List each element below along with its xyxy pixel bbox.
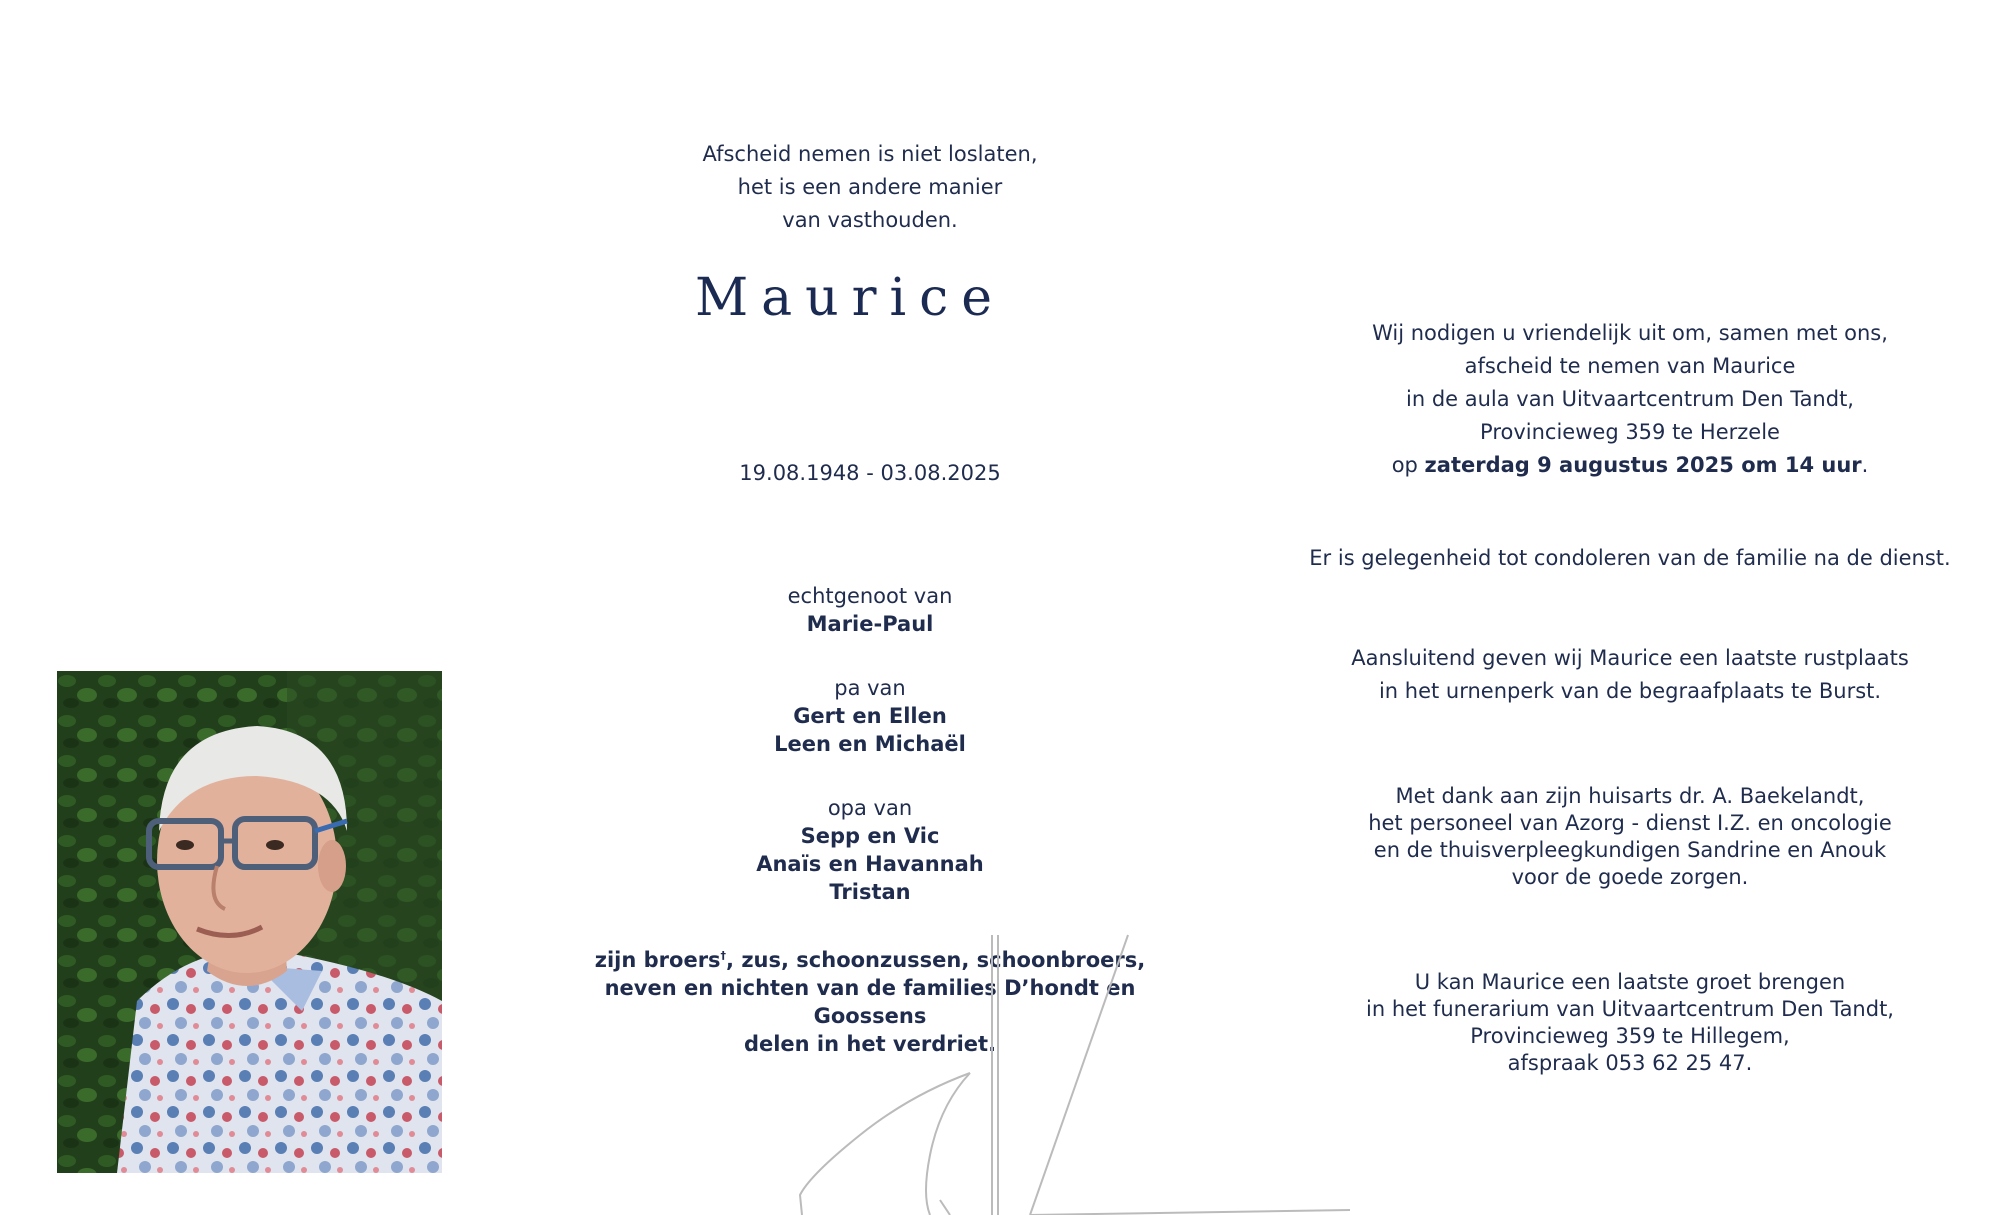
child-name: Gert en Ellen (793, 704, 947, 728)
quote-line: van vasthouden. (782, 208, 958, 232)
children-group (560, 674, 1180, 758)
children-label: pa van (834, 676, 906, 700)
condolence-note: Er is gelegenheid tot condoleren van de familie na de dienst. (1309, 546, 1951, 570)
burial-line: Aansluitend geven wij Maurice een laatste rustplaats (1351, 646, 1909, 670)
spouse-name: Marie-Paul (806, 612, 934, 636)
invite-text: op (1391, 453, 1425, 477)
spouse-label: echtgenoot van (787, 584, 953, 608)
invite-line: Wij nodigen u vriendelijk uit om, samen met ons, (1372, 321, 1888, 345)
deceased-name: Maurice (694, 268, 1006, 328)
thanks-line: het personeel van Azorg - dienst I.Z. en oncologie (1368, 811, 1892, 835)
invite-text: . (1861, 453, 1869, 477)
grandchildren-group (560, 794, 1180, 906)
burial-note (1290, 642, 1970, 708)
visit-line: U kan Maurice een laatste groet brengen (1414, 970, 1846, 994)
invite-line: in de aula van Uitvaartcentrum Den Tandt, (1406, 387, 1854, 411)
quote (620, 138, 1120, 237)
visit-line: Provincieweg 359 te Hillegem, (1470, 1024, 1790, 1048)
curve-stroke (926, 1073, 970, 1215)
grandchild-name: Sepp en Vic (800, 824, 940, 848)
grandchild-name: Tristan (829, 880, 911, 904)
portrait-illustration (57, 671, 442, 1173)
siblings-line: neven en nichten van de families D’hondt en Goossens (604, 976, 1136, 1028)
thanks-line: voor de goede zorgen. (1511, 865, 1749, 889)
spouse-group (560, 582, 1180, 638)
deceased-mark: † (720, 949, 727, 962)
ceremony-datetime: zaterdag 9 augustus 2025 om 14 uur (1424, 453, 1862, 477)
child-name: Leen en Michaël (774, 732, 966, 756)
grandchild-name: Anaïs en Havannah (756, 852, 984, 876)
diagonal-stroke (1030, 935, 1128, 1215)
decorative-line-art (790, 925, 1350, 1215)
siblings-line: delen in het verdriet. (743, 1032, 997, 1056)
invite-line: Provincieweg 359 te Herzele (1480, 420, 1780, 444)
thanks-note (1290, 783, 1970, 891)
burial-line: in het urnenperk van de begraafplaats te Burst. (1378, 679, 1882, 703)
life-dates: 19.08.1948 - 03.08.2025 (739, 461, 1001, 485)
ceremony-invitation (1290, 317, 1970, 482)
visit-line: in het funerarium van Uitvaartcentrum Den Tandt, (1366, 997, 1894, 1021)
quote-line: het is een andere manier (737, 175, 1003, 199)
thanks-line: en de thuisverpleegkundigen Sandrine en Anouk (1373, 838, 1887, 862)
portrait-photo (57, 671, 442, 1173)
visitation-note (1290, 969, 1970, 1077)
curve-stroke (800, 1073, 970, 1215)
invite-line (1290, 449, 1970, 482)
thanks-line: Met dank aan zijn huisarts dr. A. Baekelandt, (1395, 784, 1865, 808)
quote-line: Afscheid nemen is niet loslaten, (702, 142, 1038, 166)
siblings-text: , zus, schoonzussen, schoonbroers, (726, 948, 1146, 972)
invite-line: afscheid te nemen van Maurice (1464, 354, 1796, 378)
baseline-stroke (1030, 1210, 1350, 1215)
siblings-text: zijn broers (594, 948, 721, 972)
curve-stroke (940, 1200, 950, 1215)
grandchildren-label: opa van (827, 796, 913, 820)
visit-line: afspraak 053 62 25 47. (1507, 1051, 1753, 1075)
